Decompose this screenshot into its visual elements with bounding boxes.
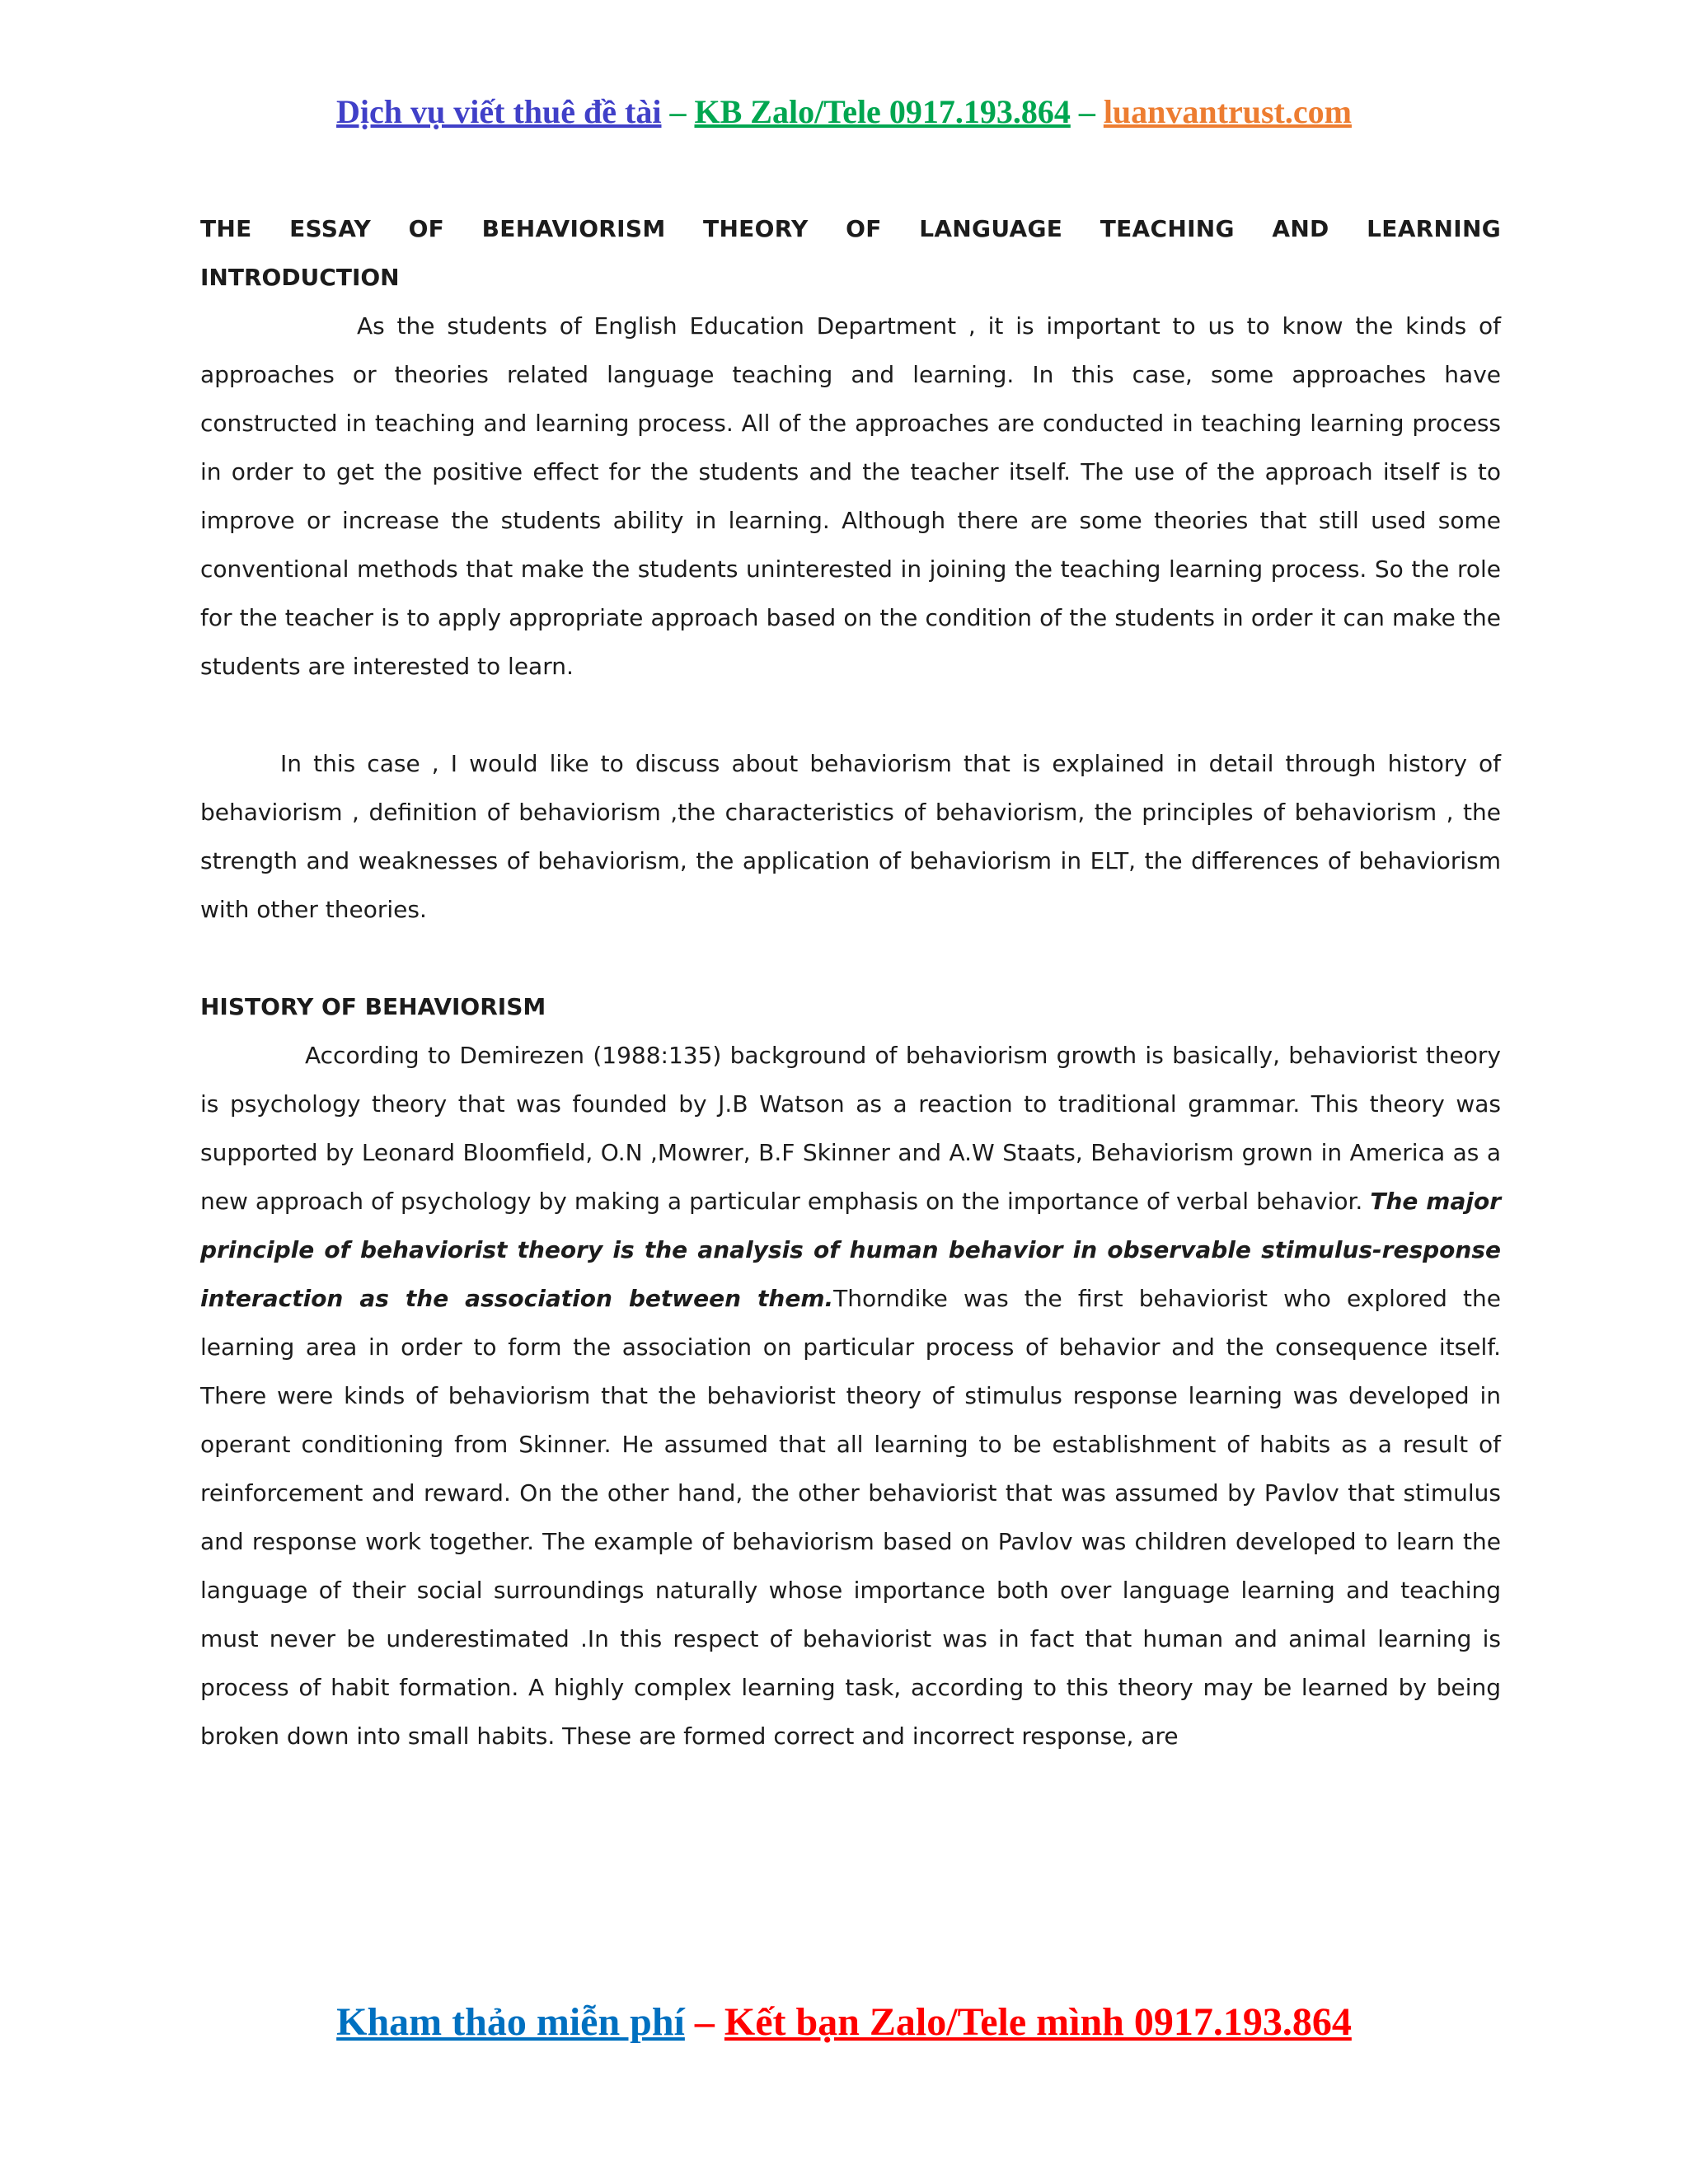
section-heading-history: HISTORY OF BEHAVIORISM [200, 993, 546, 1020]
footer-zalo-phone-link[interactable]: Kết bạn Zalo/Tele mình 0917.193.864 [724, 2000, 1352, 2044]
footer-banner [0, 1999, 1688, 2046]
paragraph-discussion-scope: In this case , I would like to discuss about behaviorism that is explained in detail through history of behaviorism , definition of behaviorism ,the characteristics of behaviorism, the principles of behaviorism , the strength and weaknesses of behaviorism, the application of behaviorism in ELT, the differences of behaviorism with other theories. [200, 750, 1501, 923]
header-banner [0, 92, 1688, 132]
header-separator-1: – [661, 93, 695, 130]
history-text-emphasis: The major principle of behaviorist theory is the analysis of human behavior in observable stimulus-response interaction as the association between them. [200, 1188, 1501, 1312]
paragraph-introduction: As the students of English Education Department , it is important to us to know the kinds of approaches or theories related language teaching and learning. In this case, some approaches have constructed in teaching and learning process. All of the approaches are conducted in teaching learning process in order to get the positive effect for the students and the teacher itself. The use of the approach itself is to improve or increase the students ability in learning. Although there are some theories that still used some conventional methods that make the students uninterested in joining the teaching learning process. So the role for the teacher is to apply appropriate approach based on the condition of the students in order it can make the students are interested to learn. [200, 312, 1501, 680]
essay-introduction-heading: INTRODUCTION [200, 264, 400, 291]
history-text-normal-2: Thorndike was the first behaviorist who explored the learning area in order to form the association on particular process of behavior and the consequence itself. There were kinds of behaviorism that the behaviorist theory of stimulus response learning was developed in operant conditioning from Skinner. He assumed that all learning to be establishment of habits as a result of reinforcement and reward. On the other hand, the other behaviorist that was assumed by Pavlov that stimulus and response work together. The example of behaviorism based on Pavlov was children developed to learn the language of their social surroundings naturally whose importance both over language learning and teaching must never be underestimated .In this respect of behaviorist was in fact that human and animal learning is process of habit formation. A highly complex learning task, according to this theory may be learned by being broken down into small habits. These are formed correct and incorrect response, are [200, 1285, 1501, 1750]
essay-body [200, 204, 1501, 1760]
footer-separator: – [684, 2000, 724, 2044]
paragraph-history [200, 1031, 1501, 1760]
header-zalo-phone-link[interactable]: KB Zalo/Tele 0917.193.864 [694, 93, 1071, 130]
header-separator-2: – [1070, 93, 1104, 130]
footer-free-consult-link[interactable]: Kham thảo miễn phí [336, 2000, 685, 2044]
header-website-link[interactable]: luanvantrust.com [1103, 93, 1352, 130]
essay-title: THE ESSAY OF BEHAVIORISM THEORY OF LANGUAGE TEACHING AND LEARNING [200, 215, 1501, 242]
header-service-link[interactable]: Dịch vụ viết thuê đề tài [336, 93, 662, 130]
history-text-normal-1: According to Demirezen (1988:135) background of behaviorism growth is basically, behaviorist theory is psychology theory that was founded by J.B Watson as a reaction to traditional grammar. This theory was supported by Leonard Bloomfield, O.N ,Mowrer, B.F Skinner and A.W Staats, Behaviorism grown in America as a new approach of psychology by making a particular emphasis on the importance of verbal behavior. [200, 1042, 1501, 1215]
